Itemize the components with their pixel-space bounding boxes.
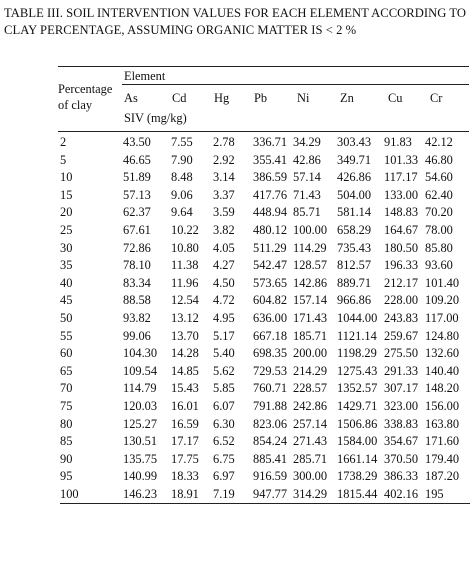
siv-value-cell: 140.40 — [425, 363, 460, 378]
clay-percentage-cell: 35 — [60, 258, 73, 273]
table-row — [60, 257, 470, 275]
siv-value-cell: 12.54 — [171, 293, 199, 308]
table-row — [60, 292, 470, 310]
siv-value-cell: 355.41 — [253, 152, 288, 167]
col-header-hg: Hg — [214, 91, 230, 105]
siv-value-cell: 93.82 — [123, 310, 151, 325]
top-rule — [58, 66, 469, 67]
table-row — [60, 380, 470, 398]
table-row — [60, 416, 470, 434]
siv-value-cell: 243.83 — [384, 310, 419, 325]
siv-value-cell: 195 — [425, 486, 470, 504]
siv-value-cell: 291.33 — [384, 363, 419, 378]
group-header-element: Element — [124, 69, 166, 83]
siv-value-cell: 5.40 — [213, 346, 235, 361]
siv-value-cell: 854.24 — [253, 434, 288, 449]
table-row — [60, 310, 470, 328]
table-row — [60, 240, 470, 258]
siv-value-cell: 214.29 — [293, 363, 328, 378]
siv-value-cell: 34.29 — [293, 135, 321, 149]
siv-value-cell: 156.00 — [425, 398, 460, 413]
siv-value-cell: 99.06 — [123, 328, 151, 343]
table-row — [60, 468, 470, 486]
siv-value-cell: 336.71 — [253, 135, 288, 149]
siv-value-cell: 117.17 — [384, 170, 418, 185]
siv-value-cell: 966.86 — [337, 293, 372, 308]
siv-value-cell: 140.99 — [123, 469, 158, 484]
siv-value-cell: 9.06 — [171, 187, 193, 202]
siv-value-cell: 185.71 — [293, 328, 328, 343]
siv-value-cell: 164.67 — [384, 222, 419, 237]
siv-value-cell: 13.12 — [171, 310, 199, 325]
siv-value-cell: 916.59 — [253, 469, 288, 484]
siv-value-cell: 148.20 — [425, 381, 460, 396]
siv-value-cell: 323.00 — [384, 398, 419, 413]
siv-value-cell: 157.14 — [293, 293, 328, 308]
siv-value-cell: 163.80 — [425, 416, 460, 431]
siv-value-cell: 354.67 — [384, 434, 419, 449]
siv-value-cell: 542.47 — [253, 258, 288, 273]
table-body — [60, 134, 470, 504]
siv-value-cell: 11.96 — [171, 275, 199, 290]
siv-value-cell: 402.16 — [384, 486, 425, 504]
siv-value-cell: 16.59 — [171, 416, 199, 431]
siv-value-cell: 386.33 — [384, 469, 419, 484]
siv-value-cell: 823.06 — [253, 416, 288, 431]
data-table — [60, 134, 470, 504]
siv-value-cell: 2.92 — [213, 152, 235, 167]
siv-value-cell: 791.88 — [253, 398, 288, 413]
group-header-rule — [122, 84, 469, 85]
siv-value-cell: 146.23 — [123, 486, 171, 504]
siv-value-cell: 885.41 — [253, 451, 288, 466]
siv-value-cell: 15.43 — [171, 381, 199, 396]
clay-percentage-cell: 100 — [60, 486, 123, 504]
siv-value-cell: 72.86 — [123, 240, 151, 255]
siv-value-cell: 120.03 — [123, 398, 158, 413]
siv-value-cell: 93.60 — [425, 258, 453, 273]
clay-percentage-cell: 15 — [60, 187, 73, 202]
siv-value-cell: 658.29 — [337, 222, 372, 237]
siv-value-cell: 6.97 — [213, 469, 235, 484]
clay-percentage-cell: 10 — [60, 170, 73, 185]
siv-value-cell: 7.19 — [213, 486, 253, 504]
siv-value-cell: 5.62 — [213, 363, 235, 378]
siv-value-cell: 300.00 — [293, 469, 328, 484]
col-header-cu: Cu — [388, 91, 403, 105]
siv-value-cell: 504.00 — [337, 187, 372, 202]
siv-value-cell: 17.75 — [171, 451, 199, 466]
siv-value-cell: 5.85 — [213, 381, 235, 396]
clay-percentage-cell: 20 — [60, 205, 73, 220]
siv-value-cell: 14.85 — [171, 363, 199, 378]
table-row — [60, 152, 470, 170]
table-row — [60, 486, 470, 504]
siv-value-cell: 10.22 — [171, 222, 199, 237]
siv-value-cell: 57.13 — [123, 187, 151, 202]
siv-value-cell: 338.83 — [384, 416, 419, 431]
siv-value-cell: 57.14 — [293, 170, 321, 185]
table-row — [60, 204, 470, 222]
siv-value-cell: 1815.44 — [337, 486, 384, 504]
siv-value-cell: 349.71 — [337, 152, 372, 167]
siv-value-cell: 109.54 — [123, 363, 158, 378]
siv-value-cell: 4.05 — [213, 240, 235, 255]
siv-value-cell: 135.75 — [123, 451, 158, 466]
siv-value-cell: 17.17 — [171, 434, 199, 449]
siv-value-cell: 180.50 — [384, 240, 419, 255]
siv-value-cell: 1506.86 — [337, 416, 378, 431]
table-row — [60, 222, 470, 240]
siv-value-cell: 889.71 — [337, 275, 372, 290]
siv-value-cell: 171.43 — [293, 310, 328, 325]
siv-value-cell: 386.59 — [253, 170, 288, 185]
siv-value-cell: 71.43 — [293, 187, 321, 202]
siv-value-cell: 133.00 — [384, 187, 419, 202]
clay-percentage-cell: 90 — [60, 451, 73, 466]
siv-value-cell: 1429.71 — [337, 398, 378, 413]
siv-value-cell: 46.80 — [425, 152, 453, 167]
siv-value-cell: 148.83 — [384, 205, 419, 220]
col-header-ni: Ni — [297, 91, 310, 105]
siv-value-cell: 130.51 — [123, 434, 158, 449]
clay-percentage-cell: 95 — [60, 469, 73, 484]
siv-value-cell: 7.90 — [171, 152, 193, 167]
siv-value-cell: 101.33 — [384, 152, 419, 167]
clay-percentage-cell: 2 — [60, 135, 67, 149]
siv-value-cell: 1275.43 — [337, 363, 378, 378]
siv-value-cell: 85.80 — [425, 240, 453, 255]
siv-value-cell: 78.10 — [123, 258, 151, 273]
siv-value-cell: 18.91 — [171, 486, 213, 504]
siv-value-cell: 142.86 — [293, 275, 328, 290]
table-row — [60, 187, 470, 205]
siv-value-cell: 285.71 — [293, 451, 328, 466]
clay-percentage-cell: 30 — [60, 240, 73, 255]
siv-value-cell: 698.35 — [253, 346, 288, 361]
siv-value-cell: 1044.00 — [337, 310, 378, 325]
siv-value-cell: 10.80 — [171, 240, 199, 255]
siv-value-cell: 1198.29 — [337, 346, 377, 361]
siv-value-cell: 257.14 — [293, 416, 328, 431]
siv-value-cell: 6.52 — [213, 434, 235, 449]
clay-percentage-cell: 5 — [60, 152, 67, 167]
table-row — [60, 451, 470, 469]
siv-value-cell: 3.82 — [213, 222, 235, 237]
siv-value-cell: 42.86 — [293, 152, 321, 167]
siv-value-cell: 4.72 — [213, 293, 235, 308]
siv-value-cell: 1738.29 — [337, 469, 378, 484]
siv-value-cell: 228.57 — [293, 381, 328, 396]
siv-value-cell: 114.29 — [293, 240, 327, 255]
siv-value-cell: 760.71 — [253, 381, 288, 396]
siv-value-cell: 735.43 — [337, 240, 372, 255]
clay-percentage-cell: 25 — [60, 222, 73, 237]
table-row — [60, 328, 470, 346]
siv-value-cell: 947.77 — [253, 486, 293, 504]
siv-value-cell: 242.86 — [293, 398, 328, 413]
table-title: TABLE III. SOIL INTERVENTION VALUES FOR EACH ELEMENT ACCORDING TO CLAY PERCENTAGE, ASSUMING ORGANIC MATTER IS < 2 % — [4, 6, 467, 37]
siv-value-cell: 7.55 — [171, 135, 193, 149]
clay-percentage-cell: 80 — [60, 416, 73, 431]
siv-value-cell: 426.86 — [337, 170, 372, 185]
clay-percentage-cell: 70 — [60, 381, 73, 396]
siv-value-cell: 307.17 — [384, 381, 419, 396]
siv-value-cell: 16.01 — [171, 398, 199, 413]
siv-value-cell: 581.14 — [337, 205, 372, 220]
siv-value-cell: 448.94 — [253, 205, 288, 220]
siv-value-cell: 78.00 — [425, 222, 453, 237]
siv-value-cell: 179.40 — [425, 451, 460, 466]
siv-value-cell: 3.59 — [213, 205, 235, 220]
siv-value-cell: 18.33 — [171, 469, 199, 484]
siv-value-cell: 370.50 — [384, 451, 419, 466]
siv-value-cell: 85.71 — [293, 205, 321, 220]
siv-value-cell: 4.27 — [213, 258, 235, 273]
siv-value-cell: 125.27 — [123, 416, 158, 431]
row-header-percentage-of-clay: Percentage of clay — [58, 82, 113, 112]
siv-value-cell: 128.57 — [293, 258, 328, 273]
siv-value-cell: 104.30 — [123, 346, 158, 361]
siv-value-cell: 6.07 — [213, 398, 235, 413]
siv-value-cell: 14.28 — [171, 346, 199, 361]
siv-value-cell: 303.43 — [337, 135, 372, 149]
siv-value-cell: 480.12 — [253, 222, 288, 237]
col-header-cd: Cd — [172, 91, 187, 105]
table-row — [60, 398, 470, 416]
siv-value-cell: 6.75 — [213, 451, 235, 466]
siv-value-cell: 117.00 — [425, 310, 459, 325]
siv-value-cell: 636.00 — [253, 310, 288, 325]
siv-value-cell: 101.40 — [425, 275, 460, 290]
unit-label-siv: SIV (mg/kg) — [124, 111, 187, 125]
table-row — [60, 275, 470, 293]
table-row — [60, 345, 470, 363]
siv-value-cell: 3.14 — [213, 170, 235, 185]
siv-value-cell: 417.76 — [253, 187, 288, 202]
siv-value-cell: 275.50 — [384, 346, 419, 361]
siv-value-cell: 132.60 — [425, 346, 460, 361]
siv-value-cell: 8.48 — [171, 170, 193, 185]
siv-value-cell: 3.37 — [213, 187, 235, 202]
siv-value-cell: 729.53 — [253, 363, 288, 378]
siv-value-cell: 5.17 — [213, 328, 235, 343]
clay-percentage-cell: 45 — [60, 293, 73, 308]
clay-percentage-cell: 65 — [60, 363, 73, 378]
siv-value-cell: 259.67 — [384, 328, 419, 343]
siv-value-cell: 228.00 — [384, 293, 419, 308]
siv-value-cell: 46.65 — [123, 152, 151, 167]
siv-value-cell: 200.00 — [293, 346, 328, 361]
header-bottom-rule — [58, 131, 469, 132]
col-header-pb: Pb — [254, 91, 268, 105]
siv-value-cell: 6.30 — [213, 416, 235, 431]
siv-value-cell: 171.60 — [425, 434, 460, 449]
siv-value-cell: 70.20 — [425, 205, 453, 220]
table-row — [60, 363, 470, 381]
siv-value-cell: 812.57 — [337, 258, 372, 273]
clay-percentage-cell: 60 — [60, 346, 73, 361]
siv-value-cell: 13.70 — [171, 328, 199, 343]
siv-value-cell: 83.34 — [123, 275, 151, 290]
clay-percentage-cell: 55 — [60, 328, 73, 343]
siv-value-cell: 54.60 — [425, 170, 453, 185]
siv-value-cell: 62.40 — [425, 187, 453, 202]
siv-value-cell: 1121.14 — [337, 328, 377, 343]
siv-value-cell: 511.29 — [253, 240, 287, 255]
siv-value-cell: 314.29 — [293, 486, 337, 504]
siv-value-cell: 9.64 — [171, 205, 193, 220]
clay-percentage-cell: 75 — [60, 398, 73, 413]
siv-value-cell: 124.80 — [425, 328, 460, 343]
siv-value-cell: 667.18 — [253, 328, 288, 343]
clay-percentage-cell: 50 — [60, 310, 73, 325]
table-row — [60, 433, 470, 451]
siv-value-cell: 114.79 — [123, 381, 157, 396]
siv-value-cell: 2.78 — [213, 135, 235, 149]
siv-value-cell: 4.50 — [213, 275, 235, 290]
siv-value-cell: 1661.14 — [337, 451, 378, 466]
siv-value-cell: 1584.00 — [337, 434, 378, 449]
table-row — [60, 169, 470, 187]
siv-value-cell: 4.95 — [213, 310, 235, 325]
table-row — [60, 134, 470, 152]
col-header-as: As — [124, 91, 138, 105]
siv-value-cell: 1352.57 — [337, 381, 378, 396]
siv-value-cell: 51.89 — [123, 170, 151, 185]
clay-percentage-cell: 40 — [60, 275, 73, 290]
col-header-zn: Zn — [340, 91, 354, 105]
siv-value-cell: 212.17 — [384, 275, 419, 290]
siv-value-cell: 11.38 — [171, 258, 199, 273]
siv-value-cell: 196.33 — [384, 258, 419, 273]
siv-value-cell: 100.00 — [293, 222, 328, 237]
siv-value-cell: 604.82 — [253, 293, 288, 308]
siv-value-cell: 88.58 — [123, 293, 151, 308]
siv-value-cell: 187.20 — [425, 469, 460, 484]
siv-value-cell: 271.43 — [293, 434, 328, 449]
clay-percentage-cell: 85 — [60, 434, 73, 449]
col-header-cr: Cr — [430, 91, 443, 105]
siv-value-cell: 67.61 — [123, 222, 151, 237]
siv-value-cell: 43.50 — [123, 135, 151, 149]
siv-value-cell: 91.83 — [384, 135, 412, 149]
siv-value-cell: 109.20 — [425, 293, 460, 308]
siv-value-cell: 573.65 — [253, 275, 288, 290]
siv-value-cell: 62.37 — [123, 205, 151, 220]
siv-value-cell: 42.12 — [425, 135, 453, 149]
